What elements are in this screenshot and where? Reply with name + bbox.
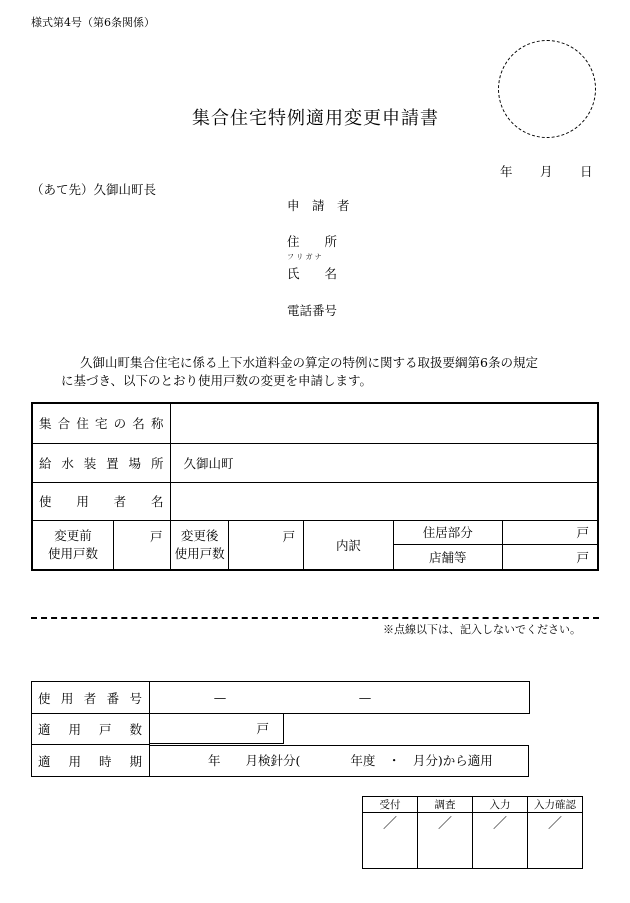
user-number-label: 使用者番号 xyxy=(32,682,150,714)
check-slash-reception: ／ xyxy=(383,816,397,832)
applied-period-label: 適用時期 xyxy=(32,745,150,777)
body-text-line2: に基づき、以下のとおり使用戸数の変更を申請します。 xyxy=(61,373,373,388)
applicant-phone-label: 電話番号 xyxy=(287,303,338,318)
residential-label: 住居部分 xyxy=(393,520,502,545)
applied-period-wrap xyxy=(150,745,530,777)
applied-households-unit: 戸 xyxy=(256,721,269,737)
check-slash-survey: ／ xyxy=(438,816,452,832)
page-title: 集合住宅特例適用変更申請書 xyxy=(192,108,439,129)
check-header-reception: 受付 xyxy=(363,797,418,813)
store-label: 店舗等 xyxy=(393,545,502,570)
check-header-survey: 調査 xyxy=(418,797,473,813)
before-count-field[interactable] xyxy=(114,521,170,569)
check-slash-input: ／ xyxy=(493,816,507,832)
residential-count-unit: 戸 xyxy=(576,525,589,541)
seal-stamp-circle xyxy=(498,40,596,138)
before-count-cell xyxy=(32,520,171,570)
after-count-label xyxy=(171,520,228,570)
cut-line xyxy=(31,617,599,619)
user-number-dash-1: — xyxy=(213,690,227,705)
after-count-field[interactable] xyxy=(228,520,303,570)
residential-count-field[interactable] xyxy=(502,520,598,545)
after-count-label-1: 変更後 xyxy=(180,527,219,543)
building-name-field[interactable] xyxy=(171,403,598,443)
building-name-label: 集合住宅の名称 xyxy=(32,403,171,443)
before-count-label-1: 変更前 xyxy=(54,527,92,543)
before-count-label xyxy=(33,521,114,569)
user-number-dash-2: — xyxy=(358,690,372,705)
office-check-table xyxy=(362,796,583,869)
form-number: 様式第4号（第6条関係） xyxy=(31,16,155,29)
cut-line-note: ※点線以下は、記入しないでください。 xyxy=(383,623,581,636)
check-header-input-confirm: 入力確認 xyxy=(528,797,583,813)
user-number-field[interactable] xyxy=(150,682,530,714)
after-count-label-2: 使用戸数 xyxy=(174,545,225,561)
supply-location-field[interactable]: 久御山町 xyxy=(171,443,598,482)
applied-households-label: 適用戸数 xyxy=(32,714,150,745)
store-count-field[interactable] xyxy=(502,545,598,570)
body-text-line1: 久御山町集合住宅に係る上下水道料金の算定の特例に関する取扱要綱第6条の規定 xyxy=(80,355,538,370)
before-count-label-2: 使用戸数 xyxy=(47,545,98,561)
date-year: 年 xyxy=(500,164,513,179)
addressee: （あて先）久御山町長 xyxy=(31,182,157,197)
applied-period-field[interactable]: 年 月検針分( 年度 ・ 月分)から適用 xyxy=(150,745,529,777)
check-cell-input[interactable] xyxy=(473,813,528,869)
check-cell-survey[interactable] xyxy=(418,813,473,869)
after-count-unit: 戸 xyxy=(282,528,296,544)
office-use-table xyxy=(31,681,530,777)
applied-households-wrap xyxy=(150,714,530,745)
user-name-field[interactable] xyxy=(171,482,598,520)
date-day: 日 xyxy=(580,164,593,179)
check-cell-reception[interactable] xyxy=(363,813,418,869)
supply-location-label: 給水装置場所 xyxy=(32,443,171,482)
applied-households-field[interactable] xyxy=(150,714,284,744)
applicant-heading: 申 請 者 xyxy=(287,198,350,213)
date-month: 月 xyxy=(540,164,553,179)
check-slash-input-confirm: ／ xyxy=(548,816,562,832)
applicant-address-label: 住 所 xyxy=(287,234,338,249)
applicant-furigana-label: フ リ ガ ナ xyxy=(287,253,322,261)
breakdown-label: 内訳 xyxy=(304,520,394,570)
application-table xyxy=(31,402,599,571)
check-cell-input-confirm[interactable] xyxy=(528,813,583,869)
user-name-label: 使用者名 xyxy=(32,482,171,520)
check-header-input: 入力 xyxy=(473,797,528,813)
applicant-name-label: 氏 名 xyxy=(287,266,338,281)
before-count-unit: 戸 xyxy=(149,528,163,544)
store-count-unit: 戸 xyxy=(576,549,589,565)
